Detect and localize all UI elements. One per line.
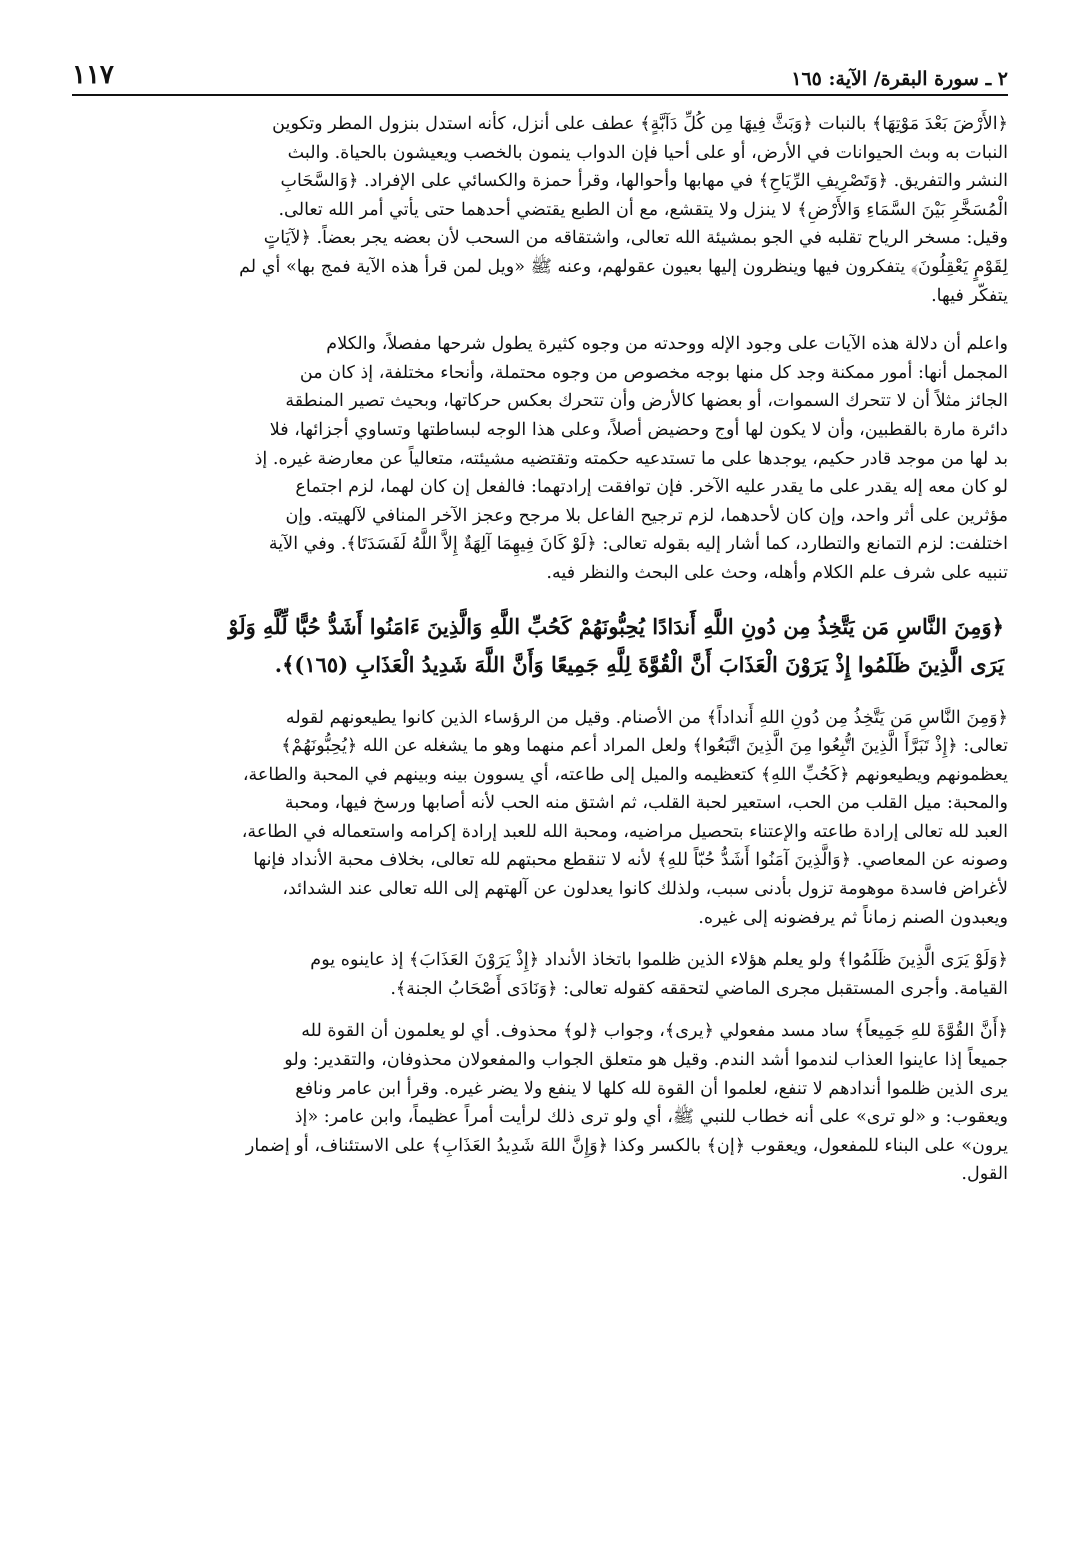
paragraph-commentary-5: ﴿أَنَّ القُوَّةَ للهِ جَمِيعاً﴾ ساد مسد مفعولي ﴿يرى﴾، وجواب ﴿لو﴾ محذوف. أي لو يعلمون أن القوة لله جميعاً إذا عاينوا العذاب لندموا أشد الندم. وقيل هو متعلق الجواب والمفعولان محذوفان، والتقدير: ولو يرى الذين ظلموا أندادهم لا تنفع، لعلموا أن القوة لله كلها لا ينفع ولا يضر غيره. وقرأ ابن عامر ونافع ويعقوب: و «لو ترى» على أنه خطاب للنبي ﷺ، أي ولو ترى ذلك لرأيت أمراً عظيماً، وابن عامر: «إذ يرون» على البناء للمفعول، ويعقوب ﴿إن﴾ بالكسر وكذا ﴿وَإِنَّ اللهَ شَدِيدُ العَذَابِ﴾ على الاستئناف، أو إضمار القول. [245, 1021, 1008, 1185]
quran-verse-165: ﴿وَمِنَ النَّاسِ مَن يَتَّخِذُ مِن دُونِ اللَّهِ أَندَادًا يُحِبُّونَهُمْ كَحُبِّ اللَّهِ وَالَّذِينَ ءَامَنُوا أَشَدُّ حُبًّا لِّلَّهِ وَلَوْ يَرَى الَّذِينَ ظَلَمُوا إِذْ يَرَوْنَ الْعَذَابَ أَنَّ الْقُوَّةَ لِلَّهِ جَمِيعًا وَأَنَّ اللَّهَ شَدِيدُ الْعَذَابِ (١٦٥)﴾. [228, 613, 1004, 677]
paragraph-commentary-1: ﴿الأَرْضَ بَعْدَ مَوْتِهَا﴾ بالنبات ﴿وَبَثَّ فِيهَا مِن كُلِّ دَآبَّةٍ﴾ عطف على أنزل، كأنه استدل بنزول المطر وتكوين النبات به وبث الحيوانات في الأرض، أو على أحيا فإن الدواب ينمون بالخصب ويعيشون بالحياة. والبث النشر والتفريق. ﴿وَتَصْرِيفِ الرِّيَاحِ﴾ في مهابها وأحوالها، وقرأ حمزة والكسائي على الإفراد. ﴿وَالسَّحَابِ الْمُسَخَّرِ بَيْنَ السَّمَاءِ وَالأَرْضِ﴾ لا ينزل ولا يتقشع، مع أن الطبع يقتضي أحدهما حتى يأتي أمر الله تعالى. وقيل: مسخر الرياح تقلبه في الجو بمشيئة الله تعالى، واشتقاقه من السحب لأن بعضه يجر بعضاً. ﴿لآيَاتٍ لِقَوْمٍ يَعْقِلُونَ﴾ يتفكرون فيها وينظرون إليها بعيون عقولهم، وعنه ﷺ «ويل لمن قرأ هذه الآية فمج بها» أي لم يتفكّر فيها. [239, 114, 1008, 306]
paragraph-commentary-3: ﴿وَمِنَ النَّاسِ مَن يَتَّخِذُ مِن دُونِ اللهِ أَنداداً﴾ من الأصنام. وقيل من الرؤساء الذين كانوا يطيعونهم لقوله تعالى: ﴿إِذْ تَبَرَّأَ الَّذِينَ اتُّبِعُوا مِنَ الَّذِينَ اتَّبَعُوا﴾ ولعل المراد أعم منهما وهو ما يشغله عن الله ﴿يُحِبُّونَهُمْ﴾ يعظمونهم ويطيعونهم ﴿كَحُبِّ اللهِ﴾ كتعظيمه والميل إلى طاعته، أي يسوون بينه وبينهم في المحبة والطاعة، والمحبة: ميل القلب من الحب، استعير لحبة القلب، ثم اشتق منه الحب لأنه أصابها ورسخ فيها، ومحبة العبد لله تعالى إرادة طاعته والإعتناء بتحصيل مراضيه، ومحبة الله للعبد إرادة إكرامه واستعماله في الطاعة، وصونه عن المعاصي. ﴿وَالَّذِينَ آمَنُوا أَشَدُّ حُبّاً للهِ﴾ لأنه لا تنقطع محبتهم لله تعالى، بخلاف محبة الأنداد فإنها لأغراض فاسدة موهومة تزول بأدنى سبب، ولذلك كانوا يعدلون عن آلهتهم إلى الله تعالى عند الشدائد، ويعبدون الصنم زماناً ثم يرفضونه إلى غيره. [241, 707, 1008, 928]
page-number: ١١٧ [72, 60, 114, 90]
page-body [72, 110, 1008, 1189]
page-header [72, 52, 1008, 96]
paragraph-commentary-2: واعلم أن دلالة هذه الآيات على وجود الإله ووحدته من وجوه كثيرة يطول شرحها مفصلاً، والكلام المجمل أنها: أمور ممكنة وجد كل منها بوجه مخصوص من وجوه محتملة، وأنحاء مختلفة، إذ كان من الجائز مثلاً أن لا تتحرك السموات، أو بعضها كالأرض وأن تتحرك بعكس حركاتها، وبحيث تصير المنطقة دائرة مارة بالقطبين، وأن لا يكون لها أوج وحضيض أصلاً، وعلى هذا الوجه لبساطتها وتساوي أجزائها، فلا بد لها من موجد قادر حكيم، يوجدها على ما تستدعيه حكمته وتقتضيه مشيئته، متعالياً عن معارضة غيره. إذ لو كان معه إله يقدر على ما يقدر عليه الآخر. فإن توافقت إرادتهما: فالفعل إن كان لهما، لزم اجتماع مؤثرين على أثر واحد، وإن كان لأحدهما، لزم ترجيح الفاعل بلا مرجح وعجز الآخر المنافي لآلهيته. وإن اختلفت: لزم التمانع والتطارد، كما أشار إليه بقوله تعالى: ﴿لَوْ كَانَ فِيهِمَا آلِهَةٌ إِلاَّ اللَّهُ لَفَسَدَتَا﴾. وفي الآية تنبيه على شرف علم الكلام وأهله، وحث على البحث والنظر فيه. [254, 334, 1008, 583]
running-title: ٢ ـ سورة البقرة/ الآية: ١٦٥ [791, 68, 1008, 90]
paragraph-commentary-4: ﴿وَلَوْ يَرَى الَّذِينَ ظَلَمُوا﴾ ولو يعلم هؤلاء الذين ظلموا باتخاذ الأنداد ﴿إِذْ يَرَوْنَ العَذَابَ﴾ إذ عاينوه يوم القيامة. وأجرى المستقبل مجرى الماضي لتحققه كقوله تعالى: ﴿وَنَادَى أَصْحَابُ الجنة﴾. [310, 950, 1008, 999]
